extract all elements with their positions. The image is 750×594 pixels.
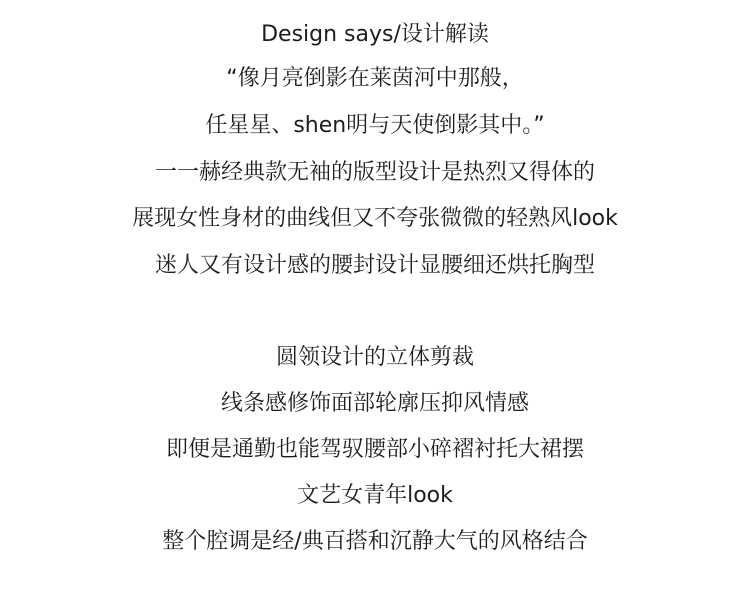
- description-line: 线条感修饰面部轮廓压抑风情感: [220, 391, 529, 416]
- section-heading: Design says/设计解读: [261, 22, 489, 47]
- description-line: 整个腔调是经/典百搭和沉静大气的风格结合: [162, 529, 588, 554]
- description-line: 一一赫经典款无袖的版型设计是热烈又得体的: [154, 160, 595, 185]
- description-line: 展现女性身材的曲线但又不夸张微微的轻熟风look: [132, 206, 618, 231]
- description-line: 即便是通勤也能驾驭腰部小碎褶衬托大裙摆: [165, 437, 584, 462]
- quote-line-2: 任星星、shen明与天使倒影其中。”: [205, 113, 545, 138]
- description-line: 圆领设计的立体剪裁: [275, 345, 474, 370]
- description-line: 文艺女青年look: [297, 483, 453, 508]
- description-line: 迷人又有设计感的腰封设计显腰细还烘托胸型: [154, 253, 595, 278]
- quote-line-1: “像月亮倒影在莱茵河中那般，: [226, 66, 524, 91]
